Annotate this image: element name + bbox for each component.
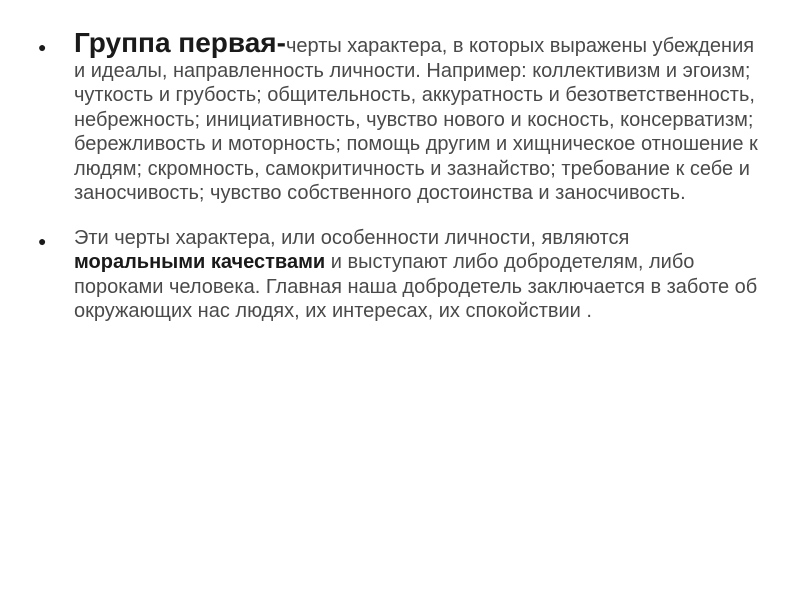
moral-text-before: Эти черты характера, или особенности личности, являются	[74, 226, 630, 249]
group-description: черты характера, в которых выражены убеждения и идеалы, направленность личности. Например: коллективизм и эгоизм; чуткость и грубость; общительность, аккуратность и безответственность, небрежность; инициативность, чувство нового и косность, консерватизм; бережливость и моторность; помощь другим и хищническое отношение к людям; скромность, самокритичность и зазнайство; требование к себе и заносчивость; чувство собственного достоинства и заносчивость.	[74, 35, 758, 204]
moral-text-after: и выступают либо добродетелям, либо пороками человека. Главная наша добродетель заключается в заботе об окружающих нас людях, их интересах, их спокойствии .	[74, 251, 758, 322]
bullet-text	[74, 28, 758, 206]
bullet-dot-icon: ●	[38, 232, 47, 249]
bullet-text	[74, 226, 758, 324]
moral-qualities-term: моральными качествами	[74, 251, 326, 273]
bullet-list	[38, 28, 758, 340]
bullet-dot-icon: ●	[38, 39, 47, 55]
bullet-item-first-group	[38, 28, 758, 206]
group-heading: Группа первая-	[74, 27, 286, 58]
bullet-item-moral-qualities	[38, 226, 758, 324]
